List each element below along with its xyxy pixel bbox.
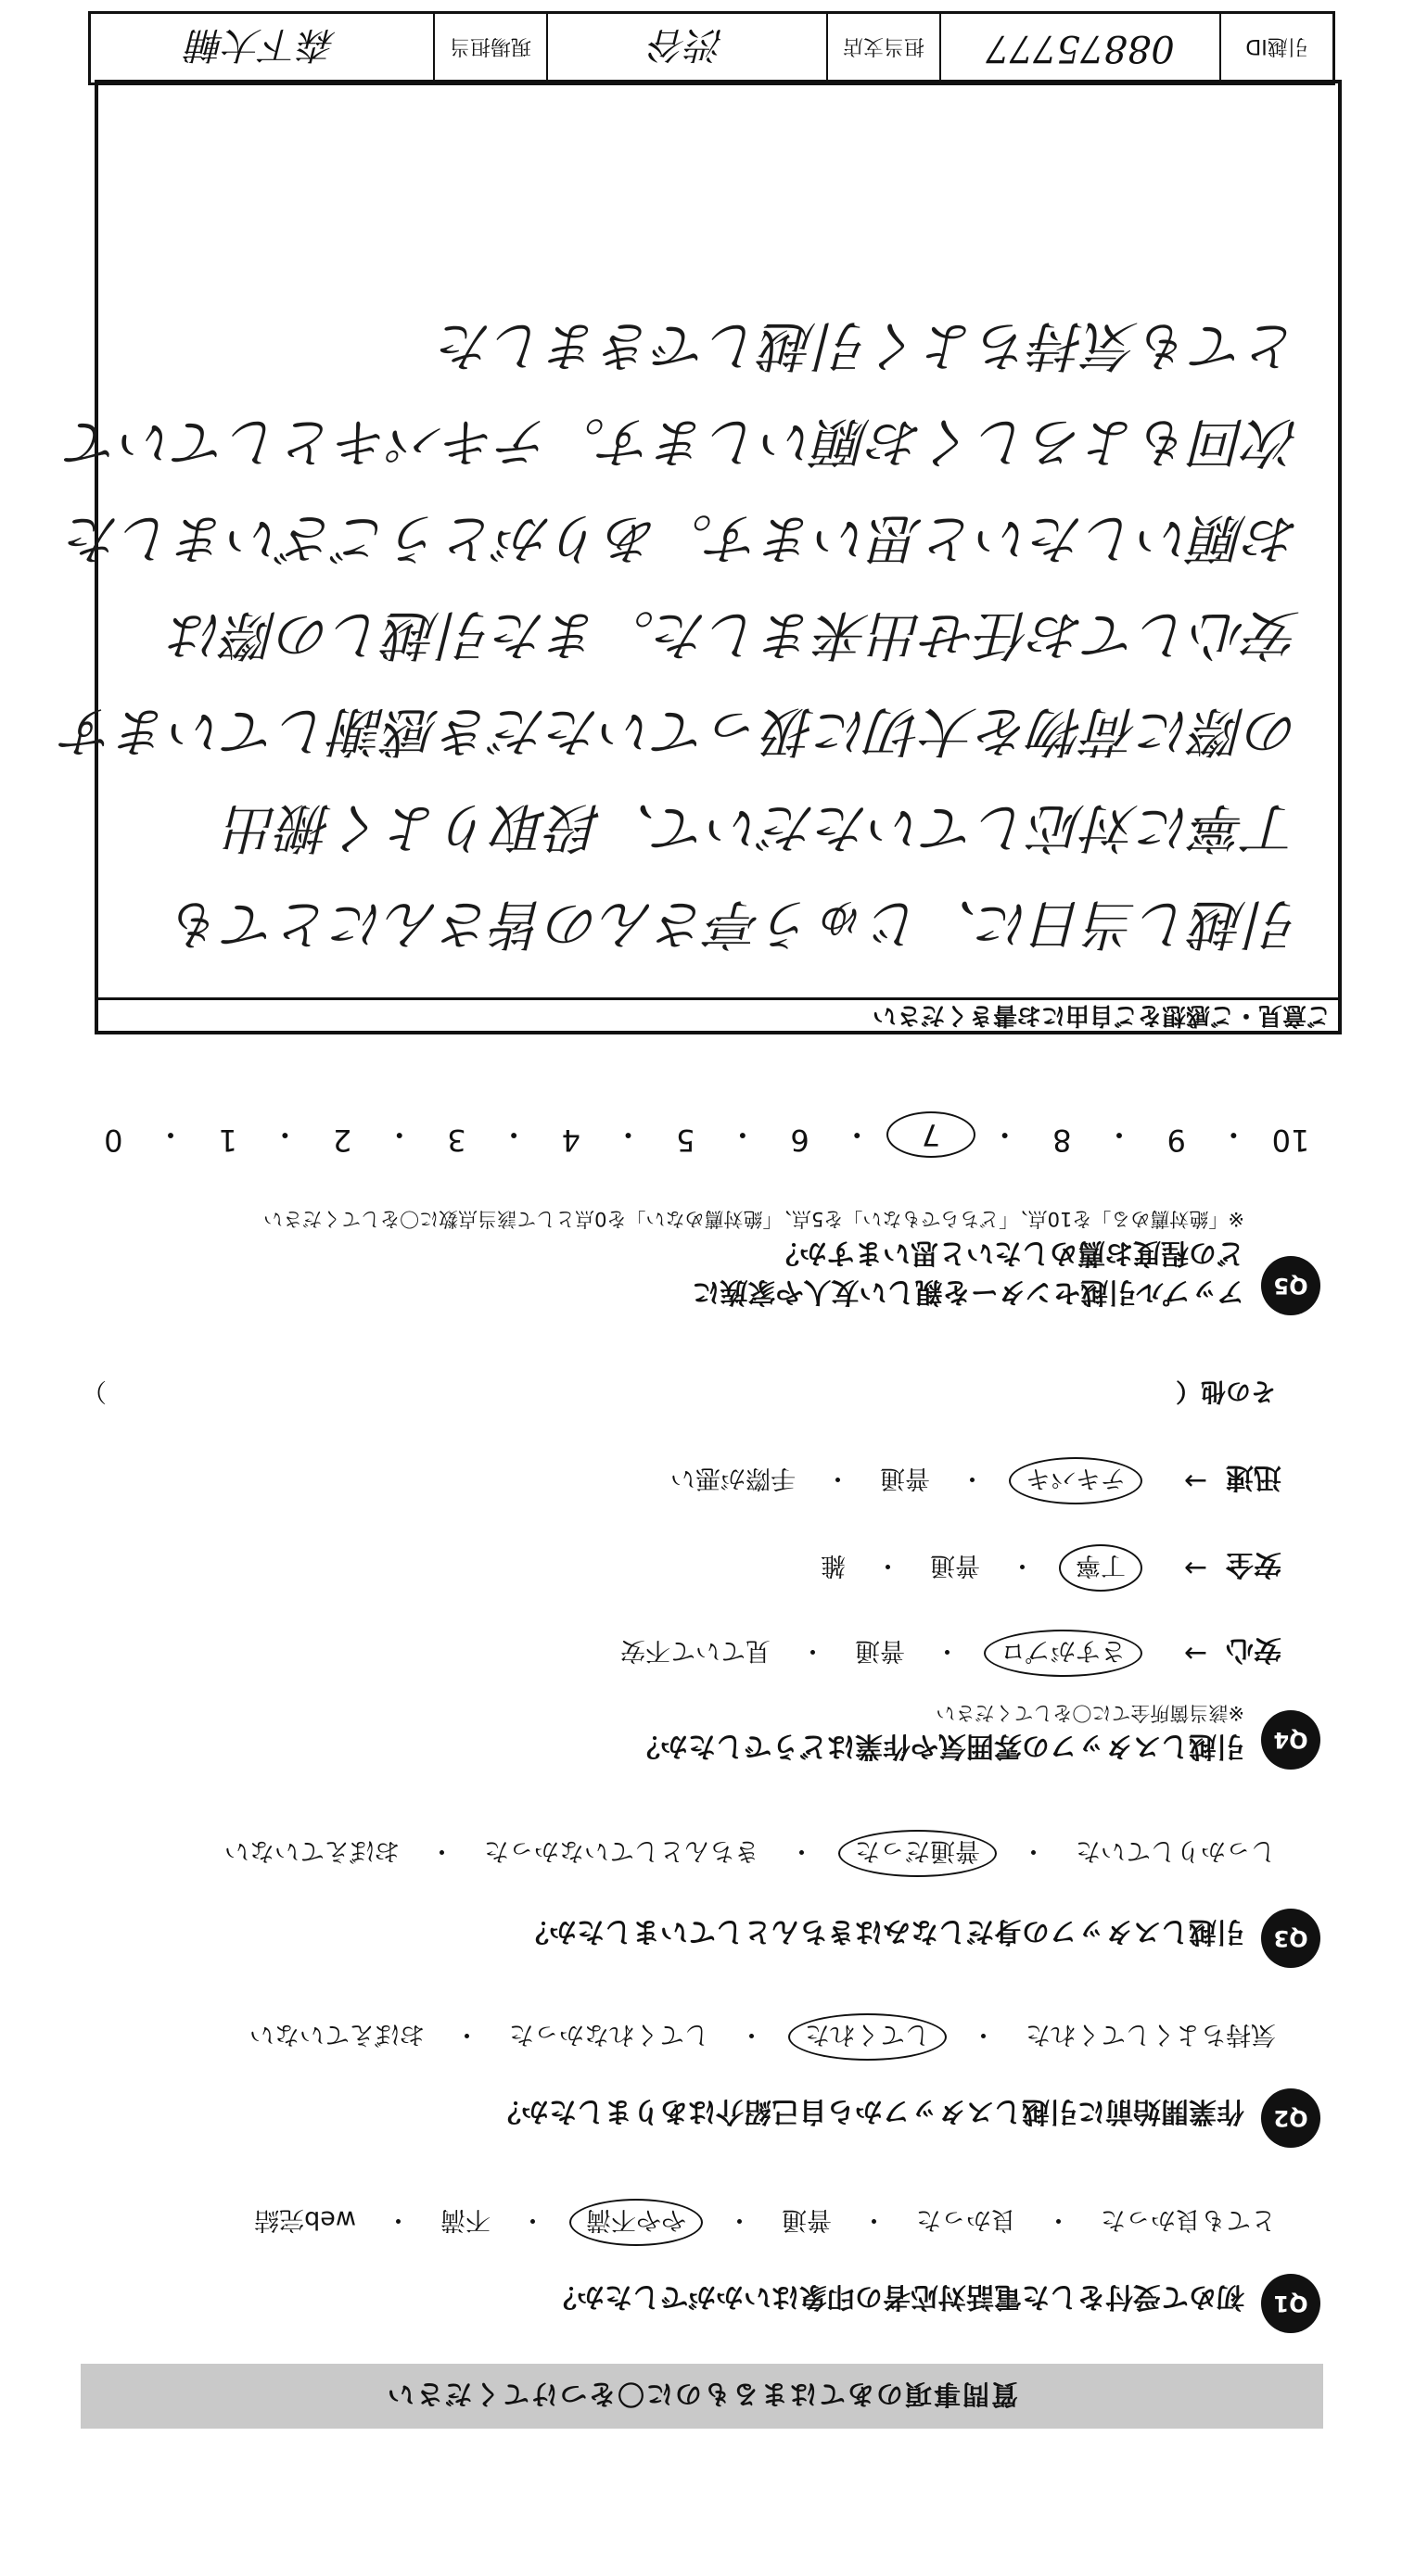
q4-badge: Q4 (1261, 1710, 1320, 1770)
q4-other-label: その他（ (1176, 1377, 1276, 1405)
q1-option[interactable]: 不満 (440, 2205, 491, 2234)
q3-question: 引越しスタッフの身だしなみはきちんとしていましたか？ (521, 1915, 1244, 1948)
comment-line: の際に荷物を大切に扱っていただき感謝しています (62, 700, 1300, 763)
q1-option[interactable]: とても良かった (1101, 2205, 1276, 2234)
q4-option[interactable]: 雑 (821, 1551, 846, 1580)
footer-branch-label: 担当支店 (826, 14, 939, 82)
scale-value[interactable]: 0 (104, 1123, 123, 1158)
arrow-icon: → (1183, 1552, 1207, 1584)
instruction-band: 質問事項のあてはまるものに〇をつけてください (81, 2364, 1323, 2429)
scale-value[interactable]: 3 (447, 1123, 466, 1158)
q4-row-anzen: 安全 → 丁寧 ・ 普通 ・ 雑 (815, 1544, 1281, 1592)
q5-note: ※「絶対薦める」を10点、「どちらでもない」を5点、「絶対薦めない」を0点として該当点数に〇をしてください (263, 1208, 1244, 1230)
q2-option-selected[interactable]: してくれた (788, 2013, 947, 2061)
q3-option-selected[interactable]: 普通だった (838, 1830, 997, 1877)
scale-value-selected[interactable]: 7 (886, 1111, 975, 1158)
footer-id-label: 引越ID (1219, 14, 1332, 82)
q4-note: ※該当箇所全てに〇をしてください (936, 1702, 1244, 1724)
q5-badge: Q5 (1261, 1256, 1320, 1315)
q3-option[interactable]: しっかりしていた (1076, 1836, 1276, 1865)
footer-staff-value: 森下大輔 (187, 23, 337, 67)
scale-value[interactable]: 4 (561, 1123, 580, 1158)
q3-options: しっかりしていた ・ 普通だった ・ きちんとしていなかった ・ おぼえていない (219, 1830, 1281, 1877)
comment-label: ご意見・ご感想をご自由にお書きください (95, 997, 1342, 1034)
q3-badge: Q3 (1261, 1909, 1320, 1968)
comment-text[interactable] (63, 298, 1300, 972)
q2-option[interactable]: おぼえていない (249, 2020, 425, 2049)
q4-row-label: 安心 (1226, 1633, 1281, 1667)
q4-row-label: 迅速 (1226, 1461, 1281, 1494)
q2-question: 作業開始前に引越しスタッフから自己紹介はありましたか？ (493, 2095, 1244, 2127)
comment-line: 引越し当日に、じゅう亭さんの皆さんにとても (170, 893, 1300, 956)
footer-id-value: 08875777 (939, 14, 1219, 82)
q4-other-close: ） (82, 1377, 107, 1405)
q3-option[interactable]: きちんとしていなかった (484, 1836, 759, 1865)
scale-value[interactable]: 5 (675, 1123, 695, 1158)
comment-line: お願いしたいと思います。ありがとうございました (67, 507, 1300, 570)
arrow-icon: → (1183, 1465, 1207, 1497)
scale-value[interactable]: 6 (790, 1123, 809, 1158)
q2-option[interactable]: 気持ちよくしてくれた (1026, 2020, 1276, 2049)
q5-question-line2: どの程度お薦めしたいと思いますか？ (771, 1237, 1244, 1269)
q4-option-selected[interactable]: さすがプロ (984, 1630, 1142, 1677)
q4-option-selected[interactable]: 丁寧 (1059, 1544, 1142, 1592)
comment-line: とても気持ちよく引越しできました (439, 314, 1300, 377)
q4-row-jinsoku: 迅速 → テキパキ ・ 普通 ・ 手際が悪い (665, 1457, 1281, 1504)
q1-option[interactable]: 良かった (916, 2205, 1016, 2234)
q4-option[interactable]: 普通 (855, 1636, 905, 1665)
q5-scale: 10 ・ 9 ・ 8 ・ 7 ・ 6 ・ 5 ・ 4 ・ 3 ・ 2 ・ 1 ・ 0 (85, 1111, 1319, 1158)
q4-row-label: 安全 (1226, 1548, 1281, 1581)
q5-question-line1: アップル引越センターを親しい友人や家族に (692, 1275, 1244, 1308)
q4-row-anshin: 安心 → さすがプロ ・ 普通 ・ 見ていて不安 (615, 1630, 1281, 1677)
q3-option[interactable]: おぼえていない (224, 1836, 400, 1865)
arrow-icon: → (1183, 1637, 1207, 1669)
q4-option[interactable]: 普通 (930, 1551, 980, 1580)
q2-options: 気持ちよくしてくれた ・ してくれた ・ してくれなかった ・ おぼえていない (244, 2013, 1281, 2061)
comment-line: 安心してお任せ出来ました。また引越しの際は (170, 603, 1300, 666)
q1-badge: Q1 (1261, 2274, 1320, 2333)
q1-question: 初めて受付をした電話対応者の印象はいかがでしたか？ (549, 2280, 1244, 2313)
q4-option[interactable]: 手際が悪い (670, 1464, 796, 1492)
footer-id-table (88, 11, 1335, 85)
scale-value[interactable]: 9 (1166, 1123, 1186, 1158)
comment-line: 丁寧に対応していただいて、段取りよく搬出 (225, 796, 1300, 859)
q4-option-selected[interactable]: テキパキ (1009, 1457, 1142, 1504)
q4-other-row (76, 1376, 1281, 1412)
q1-option[interactable]: 普通 (782, 2205, 832, 2234)
q4-option[interactable]: 普通 (880, 1464, 930, 1492)
q4-question: 引越しスタッフの雰囲気や作業はどうでしたか？ (632, 1730, 1244, 1762)
q4-option[interactable]: 見ていて不安 (620, 1636, 771, 1665)
scale-value[interactable]: 1 (218, 1123, 237, 1158)
q1-option[interactable]: web完結 (254, 2205, 356, 2234)
q1-option-selected[interactable]: やや不満 (569, 2199, 703, 2246)
comment-line: 次回もよろしくお願いします。テキパキとしていて (67, 411, 1300, 474)
scale-value[interactable]: 2 (332, 1123, 352, 1158)
q2-badge: Q2 (1261, 2088, 1320, 2148)
footer-staff-label: 現場担当 (433, 14, 546, 82)
q1-options: とても良かった ・ 良かった ・ 普通 ・ やや不満 ・ 不満 ・ web完結 (249, 2199, 1281, 2246)
footer-branch-value: 渋谷 (546, 14, 826, 82)
q2-option[interactable]: してくれなかった (509, 2020, 709, 2049)
scale-value[interactable]: 8 (1052, 1123, 1072, 1158)
scale-value[interactable]: 10 (1271, 1123, 1310, 1158)
